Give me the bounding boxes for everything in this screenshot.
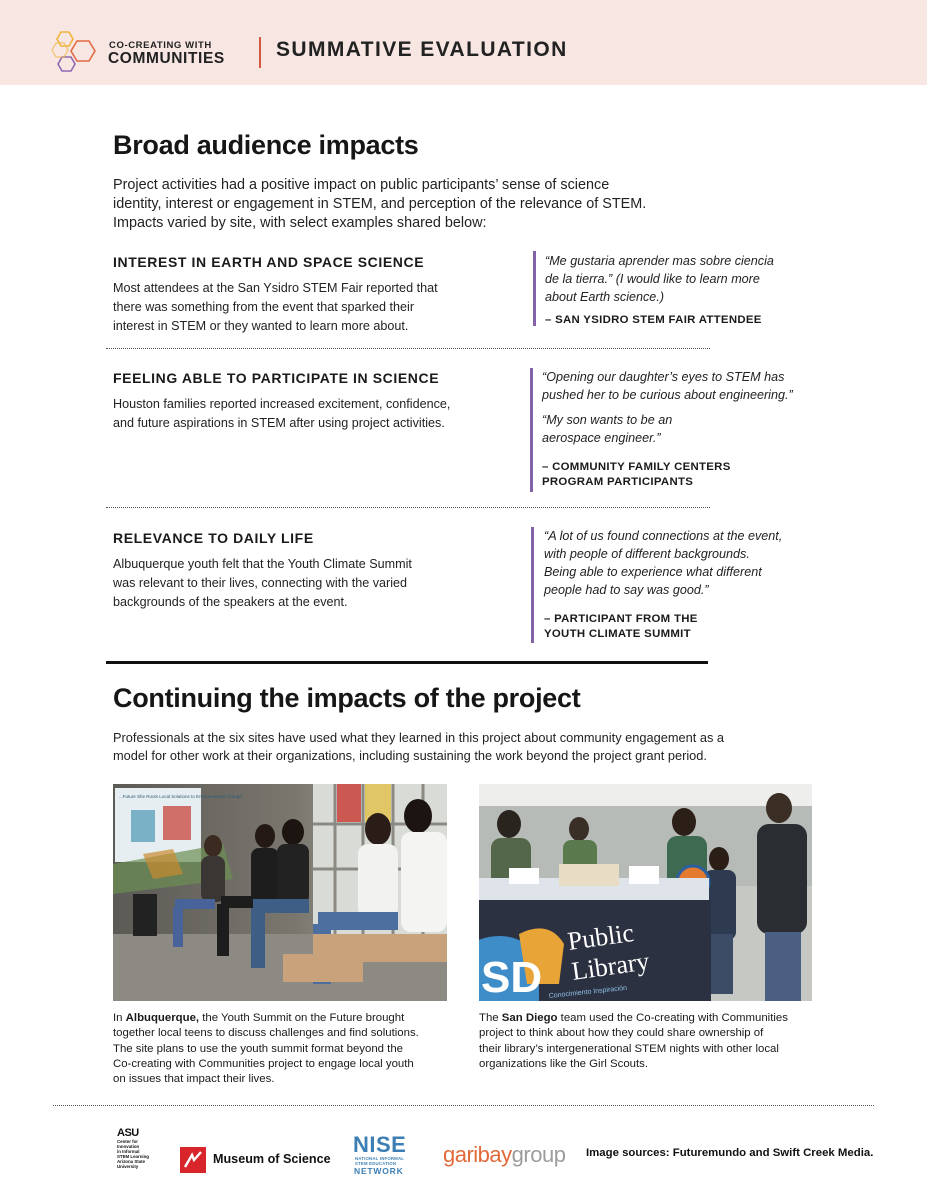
nise-line: STEM EDUCATION [355,1161,397,1166]
brand-name-small: CO-CREATING WITH [109,40,212,51]
quote-text [545,252,774,306]
asu-line: University [117,1164,139,1169]
dotted-divider [106,507,710,508]
section2-intro [113,729,813,765]
caption-line: organizations like the Girl Scouts. [479,1057,649,1070]
quote-text [544,527,782,599]
asu-logo [117,1127,157,1177]
nise-line: NATIONAL INFORMAL [355,1156,405,1161]
attribution-line: – PARTICIPANT FROM THE [544,613,698,625]
section-intro [113,176,713,233]
asu-line: in Informal [117,1149,140,1154]
quote-accent-bar [530,368,533,492]
nise-network-label: NETWORK [354,1166,404,1176]
quote-text [542,368,793,404]
section-title-broad-impacts: Broad audience impacts [113,130,419,160]
quote-line: pushed her to be curious about engineering.” [542,388,793,402]
caption-line: The San Diego team used the Co-creating with Communities [479,1012,788,1024]
dotted-divider [106,348,710,349]
block-body [113,279,438,336]
asu-line: Arizona State [117,1159,146,1164]
caption-bold-place: Albuquerque, [125,1012,200,1024]
header-divider [259,37,261,68]
quote-line: “Opening our daughter’s eyes to STEM has [542,370,785,384]
screen-text: ...Future She Roots Local Solutions to Environmental Change [119,794,242,799]
caption-line: together local teens to discuss challenges and find solutions. [113,1027,419,1040]
asu-line: Innovation [117,1144,140,1149]
quote-line: Being able to experience what different [544,565,762,579]
caption-bold-place: San Diego [501,1012,558,1024]
hexagon-logo-icon [50,29,100,75]
quote-accent-bar [531,527,534,643]
quote-line: “Me gustaria aprender mas sobre ciencia [545,254,774,268]
body-line: Houston families reported increased excitement, confidence, [113,397,451,411]
section-rule [106,661,708,664]
attribution-line: PROGRAM PARTICIPANTS [542,476,694,488]
museum-of-science-label: Museum of Science [213,1152,331,1166]
caption-line: project to think about how they could share ownership of [479,1027,764,1040]
intro-line: identity, interest or engagement in STEM, and perception of the relevance of STEM. [113,196,647,212]
quote-line: “My son wants to be an [542,413,673,427]
body-line: there was something from the event that sparked their [113,300,415,314]
intro-line: Professionals at the six sites have used what they learned in this project about community engagement as a [113,730,725,745]
asu-line: Center for [117,1139,138,1144]
section-title-continuing: Continuing the impacts of the project [113,683,581,713]
attribution-line: YOUTH CLIMATE SUMMIT [544,628,691,640]
garibay-group-logo [443,1142,565,1168]
quote-line: people had to say was good.” [544,583,709,597]
caption-line: The site plans to use the youth summit format beyond the [113,1042,403,1055]
image-sources-credit: Image sources: Futuremundo and Swift Creek Media. [586,1147,874,1159]
quote-accent-bar [533,251,536,326]
nise-logo-text: NISE [353,1132,407,1157]
body-line: Most attendees at the San Ysidro STEM Fair reported that [113,281,438,295]
quote-line: de la tierra.” (I would like to learn more [545,272,760,286]
banner-tagline: Conocimiento Inspiración [548,984,628,1000]
page-title: SUMMATIVE EVALUATION [276,38,568,61]
page-header [0,0,927,85]
quote-text-second [542,411,672,447]
photo-albuquerque-youth-summit [113,784,447,1001]
attribution-line: – SAN YSIDRO STEM FAIR ATTENDEE [545,314,762,326]
body-line: Albuquerque youth felt that the Youth Climate Summit [113,557,412,571]
block-body [113,395,450,433]
body-line: was relevant to their lives, connecting with the varied [113,576,408,590]
quote-line: about Earth science.) [545,290,665,304]
quote-attribution [545,313,762,328]
brand-name-large: COMMUNITIES [108,50,225,67]
body-line: and future aspirations in STEM after using project activities. [113,416,445,430]
block-heading-participate: FEELING ABLE TO PARTICIPATE IN SCIENCE [113,370,440,386]
caption-albuquerque [113,1011,458,1087]
attribution-line: – COMMUNITY FAMILY CENTERS [542,461,731,473]
library-booth-illustration [479,784,812,1001]
asu-mark: ASU [117,1127,139,1139]
caption-line: In Albuquerque, the Youth Summit on the Future brought [113,1012,405,1024]
banner-library: Library [569,946,652,986]
body-line: interest in STEM or they wanted to learn more about. [113,319,409,333]
caption-line: their library’s intergenerational STEM nights with other local [479,1042,779,1055]
banner-logo-text: SD [481,953,543,1001]
nise-subtext [355,1156,404,1166]
museum-of-science-logo-icon [180,1147,206,1173]
garibay-part-b: group [511,1142,566,1167]
block-heading-daily-life: RELEVANCE TO DAILY LIFE [113,530,314,546]
intro-line: Project activities had a positive impact on public participants’ sense of science [113,177,610,193]
caption-line: on issues that impact their lives. [113,1073,275,1086]
asu-line: STEM Learning [117,1154,149,1159]
banner-public: Public [565,917,636,956]
footer-dotted-divider [53,1105,874,1106]
quote-line: with people of different backgrounds. [544,547,750,561]
quote-attribution [542,460,731,490]
caption-line: Co-creating with Communities project to engage local youth [113,1057,414,1070]
intro-line: Impacts varied by site, with select examples shared below: [113,215,487,231]
asu-subtext [117,1139,157,1169]
quote-line: “A lot of us found connections at the event, [544,529,783,543]
body-line: backgrounds of the speakers at the event. [113,595,348,609]
quote-attribution [544,612,698,642]
photo-san-diego-library [479,784,812,1001]
quote-line: aerospace engineer.” [542,431,661,445]
block-heading-earth-space: INTEREST IN EARTH AND SPACE SCIENCE [113,254,425,270]
garibay-part-a: garibay [443,1142,512,1167]
caption-san-diego [479,1011,824,1072]
youth-summit-illustration [113,784,447,1001]
block-body [113,555,412,612]
intro-line: model for other work at their organizations, including sustaining the work beyond the project grant period. [113,748,707,763]
